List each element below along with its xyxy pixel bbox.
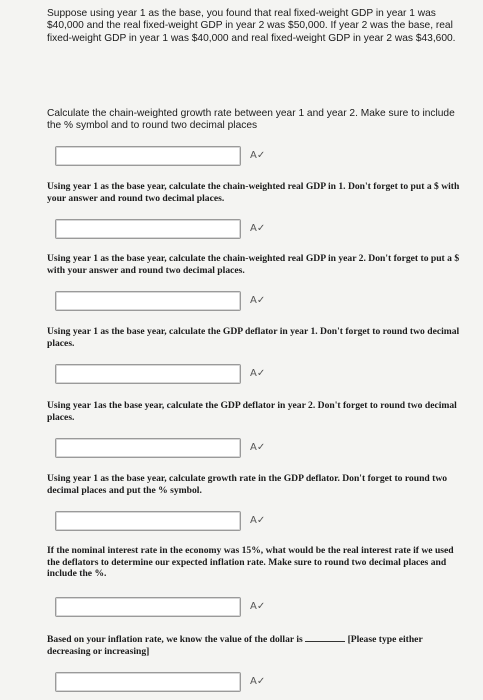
question-8-text-before: Based on your inflation rate, we know the value of the dollar is [47, 634, 303, 645]
answer-3-input[interactable] [55, 291, 241, 311]
problem-statement: Suppose using year 1 as the base, you found that real fixed-weight GDP in year 1 was $40,000 and the real fixed-weight GDP in year 2 was $50,000. If year 2 was the base, real fixed-weight GDP in year 1 was $40,000 and real fixed-weight GDP in year 2 was $43,600. [47, 8, 456, 44]
spellcheck-icon[interactable]: A✓ [250, 295, 266, 306]
question-8-text [47, 632, 467, 657]
question-7-text: If the nominal interest rate in the economy was 15%, what would be the real interest rate if we used the deflators to determine our expected inflation rate. Make sure to round two decimal places and include the %. [47, 545, 454, 580]
question-8-text-after: [Please type either decreasing or increasing] [47, 634, 423, 657]
question-5-text: Using year 1as the base year, calculate the GDP deflator in year 2. Don't forget to round two decimal places. [47, 400, 457, 423]
answer-7-input[interactable] [55, 597, 241, 617]
answer-8-input[interactable] [55, 672, 241, 692]
spellcheck-icon[interactable]: A✓ [250, 223, 266, 234]
answer-4-input[interactable] [55, 364, 241, 384]
question-6-text: Using year 1 as the base year, calculate growth rate in the GDP deflator. Don't forget to round two decimal places and put the % symbol. [47, 473, 448, 496]
answer-2-input[interactable] [55, 219, 241, 239]
spellcheck-icon[interactable]: A✓ [250, 442, 266, 453]
question-2-text: Using year 1 as the base year, calculate the chain-weighted real GDP in 1. Don't forget to put a $ with your answer and round two decimal places. [47, 181, 460, 204]
question-3-text: Using year 1 as the base year, calculate the chain-weighted real GDP in year 2. Don't forget to put a $ with your answer and round two decimal places. [47, 253, 460, 276]
question-1-text: Calculate the chain-weighted growth rate between year 1 and year 2. Make sure to include the % symbol and to round two decimal places [47, 108, 455, 132]
spellcheck-icon[interactable]: A✓ [250, 368, 266, 379]
spellcheck-icon[interactable]: A✓ [250, 676, 266, 687]
spellcheck-icon[interactable]: A✓ [250, 601, 266, 612]
fill-blank [305, 632, 345, 642]
spellcheck-icon[interactable]: A✓ [250, 150, 266, 161]
spellcheck-icon[interactable]: A✓ [250, 515, 266, 526]
answer-5-input[interactable] [55, 438, 241, 458]
question-4-text: Using year 1 as the base year, calculate the GDP deflator in year 1. Don't forget to round two decimal places. [47, 326, 460, 349]
answer-1-input[interactable] [55, 146, 241, 166]
answer-6-input[interactable] [55, 511, 241, 531]
